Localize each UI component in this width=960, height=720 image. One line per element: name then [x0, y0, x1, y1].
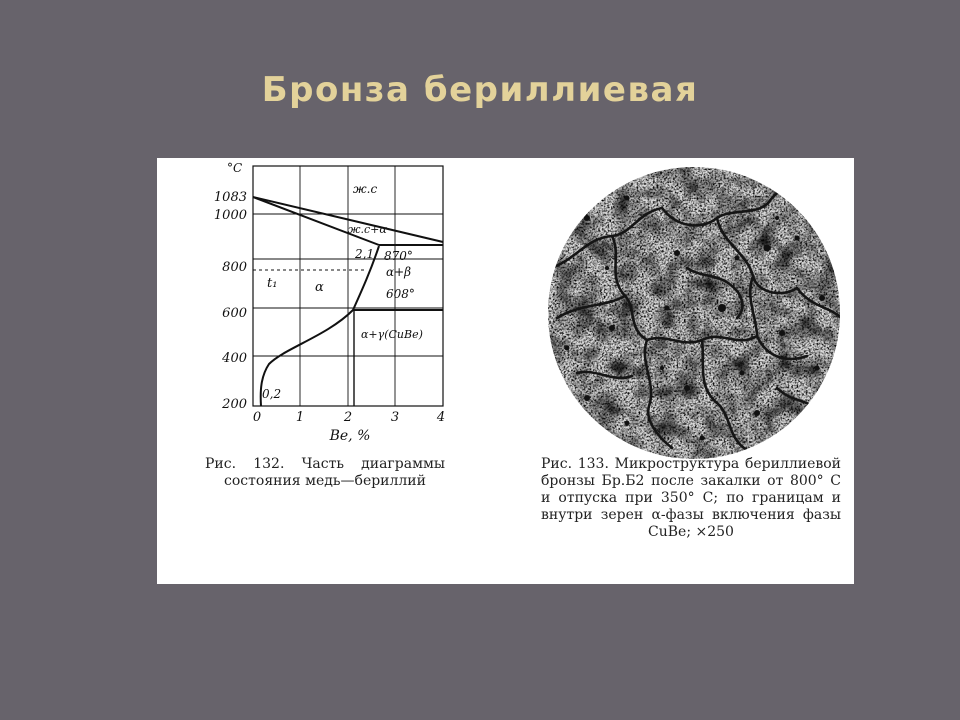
annotation-0-2: 0,2: [262, 387, 282, 401]
x-tick-3: 3: [390, 410, 400, 425]
y-tick-200: 200: [222, 397, 247, 412]
micrograph-caption: Рис. 133. Микроструктура бериллиевой бронзы Бр.Б2 после закалки от 800° С и отпуска при 350° С; по границам и внутри зерен α-фазы включения фазы CuBe; ×250: [541, 456, 841, 540]
x-tick-2: 2: [343, 410, 353, 425]
annotation-2-1: 2,1: [355, 247, 375, 261]
micrograph: [548, 167, 841, 459]
y-unit-label: °C: [227, 161, 243, 175]
slide-title: Бронза бериллиевая: [261, 70, 699, 110]
diagram-grid: [253, 166, 443, 406]
annotation-870: 870°: [384, 249, 413, 263]
x-tick-4: 4: [436, 410, 446, 425]
y-tick-400: 400: [222, 351, 247, 366]
phase-diagram-caption: Рис. 132. Часть диаграммы состояния медь—бериллий: [205, 456, 445, 489]
region-alpha-beta: α+β: [386, 265, 412, 279]
micrograph-grain: [548, 167, 840, 459]
region-alpha-gamma: α+γ(CuBe): [361, 328, 423, 341]
region-alpha: α: [315, 280, 324, 295]
y-tick-600: 600: [222, 306, 247, 321]
phase-diagram: [253, 166, 443, 406]
x-tick-0: 0: [252, 410, 262, 425]
region-liquid: ж.с: [353, 182, 378, 196]
annotation-608: 608°: [386, 287, 415, 301]
x-tick-1: 1: [295, 410, 305, 425]
y-tick-800: 800: [222, 260, 247, 275]
region-liquid-alpha: ж.с+α: [348, 223, 387, 236]
solidus-line: [253, 197, 379, 245]
y-tick-1000: 1000: [213, 208, 247, 223]
annotation-t1: t₁: [267, 276, 278, 291]
y-tick-1083: 1083: [213, 190, 247, 205]
figure-panel: [157, 158, 854, 584]
x-axis-label: Be, %: [329, 428, 371, 444]
